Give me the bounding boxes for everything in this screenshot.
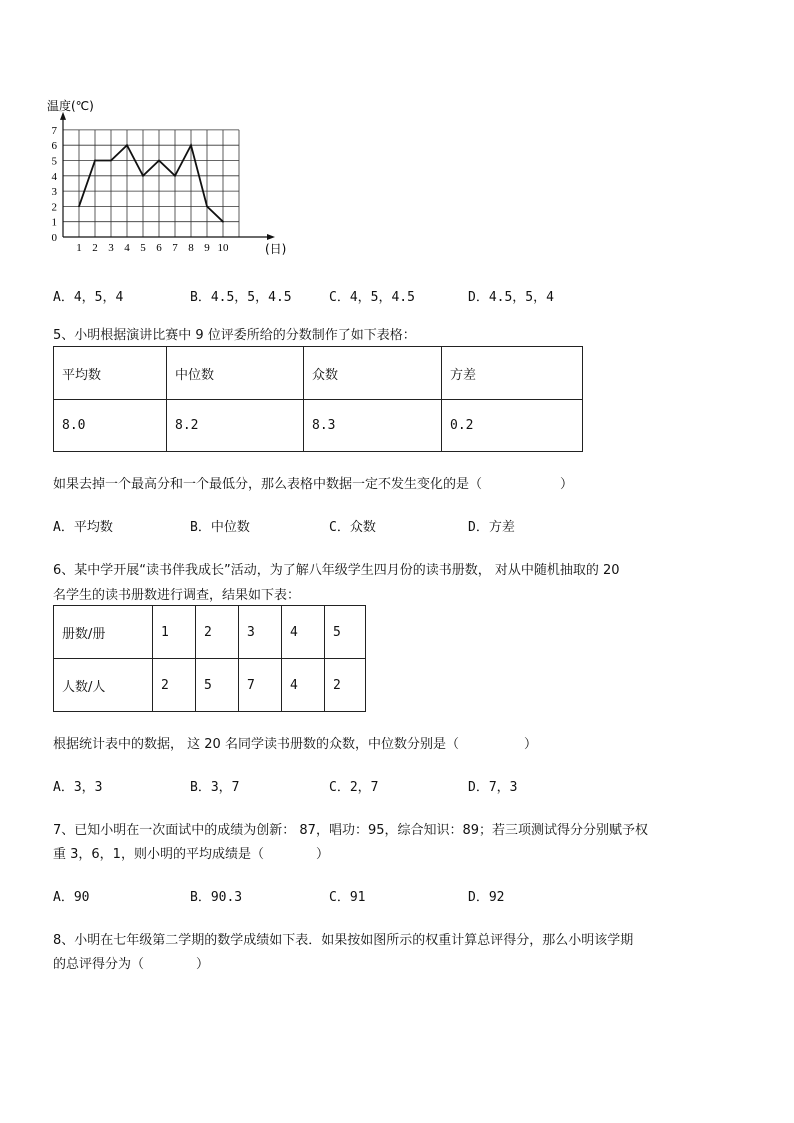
q5-header-cell: 中位数 [167,347,304,400]
q4-option-a[interactable]: A．4，5，4 [53,290,124,305]
q5-option-a[interactable]: A．平均数 [53,520,113,535]
q7-line2: 重 3，6，1，则小明的平均成绩是（ ） [53,847,329,862]
q5-option-b[interactable]: B．中位数 [190,520,250,535]
q6-option-c[interactable]: C．2，7 [329,780,379,795]
q8-line1: 8、小明在七年级第二学期的数学成绩如下表．如果按如图所示的权重计算总评得分，那么小明该学期 [53,933,634,948]
q4-option-c[interactable]: C．4，5，4.5 [329,290,415,305]
q5-question: 如果去掉一个最高分和一个最低分，那么表格中数据一定不发生变化的是（ ） [53,477,574,492]
y-axis-arrow [60,112,66,120]
q5-option-c[interactable]: C．众数 [329,520,376,535]
data-point [206,206,208,208]
q5-value-row [54,400,583,452]
q5-value-cell: 8.3 [304,400,442,452]
q5-table [53,346,583,452]
x-tick-label: 10 [217,242,229,254]
data-point [110,160,112,162]
q5-value-cell: 8.0 [54,400,167,452]
q7-line1: 7、已知小明在一次面试中的成绩为创新： 87，唱功：95，综合知识：89；若三项测试得分分别赋予权 [53,823,649,838]
data-point [94,160,96,162]
q7-option-c[interactable]: C．91 [329,890,366,905]
data-point [222,221,224,223]
q6-row-books [54,606,366,659]
q4-option-d[interactable]: D．4.5，5，4 [468,290,554,305]
y-tick-label: 5 [51,155,57,168]
q6-option-a[interactable]: A．3，3 [53,780,103,795]
x-axis-title: (日) [265,242,287,256]
y-tick-label: 6 [51,140,57,153]
x-tick-label: 2 [92,242,98,254]
q7-option-a[interactable]: A．90 [53,890,90,905]
y-tick-label: 2 [51,201,57,214]
q6-cell: 4 [282,606,325,659]
y-tick-label: 3 [51,186,57,199]
q6-question: 根据统计表中的数据， 这 20 名同学读书册数的众数，中位数分别是（ ） [53,737,537,752]
q5-header-cell: 众数 [304,347,442,400]
q6-option-b[interactable]: B．3，7 [190,780,240,795]
y-axis-title: 温度(℃) [47,99,94,113]
q7-option-b[interactable]: B．90.3 [190,890,243,905]
chart-labels [47,98,286,256]
q6-stem-line2: 名学生的读书册数进行调查，结果如下表： [53,588,301,603]
chart-series [78,144,224,222]
x-tick-label: 9 [204,242,210,254]
data-point [78,206,80,208]
x-tick-label: 5 [140,242,146,254]
q6-cell: 册数/册 [54,606,153,659]
q6-cell: 2 [196,606,239,659]
q6-cell: 5 [325,606,366,659]
q6-cell: 2 [325,659,366,712]
data-point [158,160,160,162]
y-tick-label: 4 [51,170,57,183]
data-point [190,144,192,146]
y-tick-label: 7 [51,124,57,137]
x-axis-arrow [267,234,275,240]
q6-row-people [54,659,366,712]
data-point [174,175,176,177]
q5-option-d[interactable]: D．方差 [468,520,515,535]
q4-option-b[interactable]: B．4.5，5，4.5 [190,290,292,305]
q6-cell: 5 [196,659,239,712]
q5-stem: 5、小明根据演讲比赛中 9 位评委所给的分数制作了如下表格： [53,328,416,343]
q6-cell: 7 [239,659,282,712]
x-tick-label: 4 [124,242,130,254]
q5-value-cell: 0.2 [442,400,583,452]
temperature-series-line [79,145,223,222]
data-point [126,144,128,146]
q5-header-cell: 方差 [442,347,583,400]
q6-cell: 2 [153,659,196,712]
data-point [142,175,144,177]
q6-cell: 4 [282,659,325,712]
q6-stem-line1: 6、某中学开展“读书伴我成长”活动，为了解八年级学生四月份的读书册数， 对从中随机抽取的 20 [53,563,620,578]
q6-option-d[interactable]: D．7，3 [468,780,518,795]
temperature-line-chart [45,95,295,260]
y-tick-label: 0 [51,232,57,244]
x-tick-label: 7 [172,242,178,254]
x-tick-label: 6 [156,242,162,254]
chart-grid [63,130,239,237]
q5-header-cell: 平均数 [54,347,167,400]
q6-table [53,605,366,712]
q7-option-d[interactable]: D．92 [468,890,505,905]
x-tick-label: 1 [76,242,82,254]
x-tick-label: 8 [188,242,194,254]
q6-cell: 人数/人 [54,659,153,712]
q5-value-cell: 8.2 [167,400,304,452]
q6-cell: 1 [153,606,196,659]
y-tick-label: 1 [51,216,57,229]
q8-line2: 的总评得分为（ ） [53,957,210,972]
x-tick-label: 3 [108,242,114,254]
q6-cell: 3 [239,606,282,659]
q5-header-row [54,347,583,400]
